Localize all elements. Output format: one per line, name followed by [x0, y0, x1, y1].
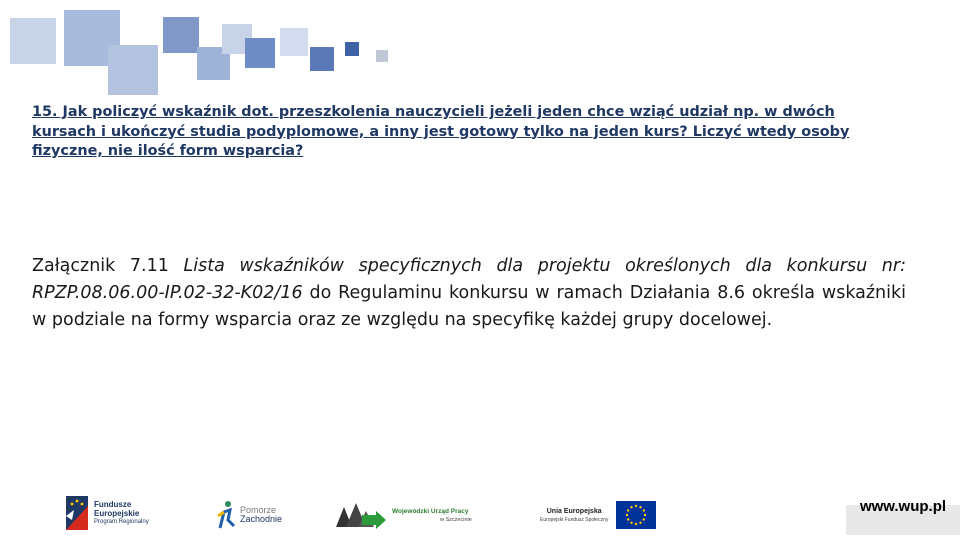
fe-line3: Program Regionalny	[94, 519, 149, 525]
deco-square	[345, 42, 359, 56]
eu-flag-icon	[616, 501, 656, 529]
deco-square	[376, 50, 388, 62]
fe-line1: Fundusze	[94, 500, 132, 509]
pomorze-line1: Pomorze	[240, 505, 277, 515]
wup-line1: Wojewódzki Urząd Pracy	[392, 507, 469, 515]
answer-paragraph	[32, 253, 906, 334]
pomorze-figure-icon	[214, 500, 236, 530]
website-link[interactable]: www.wup.pl	[859, 498, 947, 515]
wup-line2: w Szczecinie	[440, 516, 472, 523]
answer-text-italic: Lista wskaźników specyficznych dla projektu określonych dla konkursu nr: RPZP.08.06.00-IP.02-32-K02/16	[32, 256, 906, 303]
deco-square	[163, 17, 199, 53]
deco-square	[245, 38, 275, 68]
deco-square	[280, 28, 308, 56]
wup-hills-icon	[336, 501, 386, 529]
ue-line2: Europejski Fundusz Społeczny	[540, 516, 609, 523]
answer-text-part3: do Regulaminu konkursu w ramach Działania 8.6 określa wskaźniki w podziale na formy wsparcia oraz ze względu na specyfikę każdej grupy docelowej.	[32, 283, 906, 330]
pomorze-line2: Zachodnie	[240, 514, 283, 524]
ue-line1: Unia Europejska	[546, 507, 602, 515]
answer-text-part1: Załącznik 7.11	[32, 256, 184, 276]
logo-wup	[336, 501, 472, 529]
logo-unia-europejska	[540, 501, 656, 529]
fe-star-icon	[66, 496, 88, 530]
logo-pomorze-zachodnie	[214, 500, 282, 530]
fe-line2: Europejskie	[94, 509, 140, 518]
deco-square	[108, 45, 158, 95]
deco-square	[310, 47, 334, 71]
logo-fundusze-europejskie	[66, 496, 149, 530]
deco-square	[10, 18, 56, 64]
question-title: 15. Jak policzyć wskaźnik dot. przeszkolenia nauczycieli jeżeli jeden chce wziąć udział np. w dwóch kursach i ukończyć studia podyplomowe, a inny jest gotowy tylko na jeden kurs? Liczyć wtedy osoby fizyczne, nie ilość form wsparcia?	[32, 104, 850, 159]
